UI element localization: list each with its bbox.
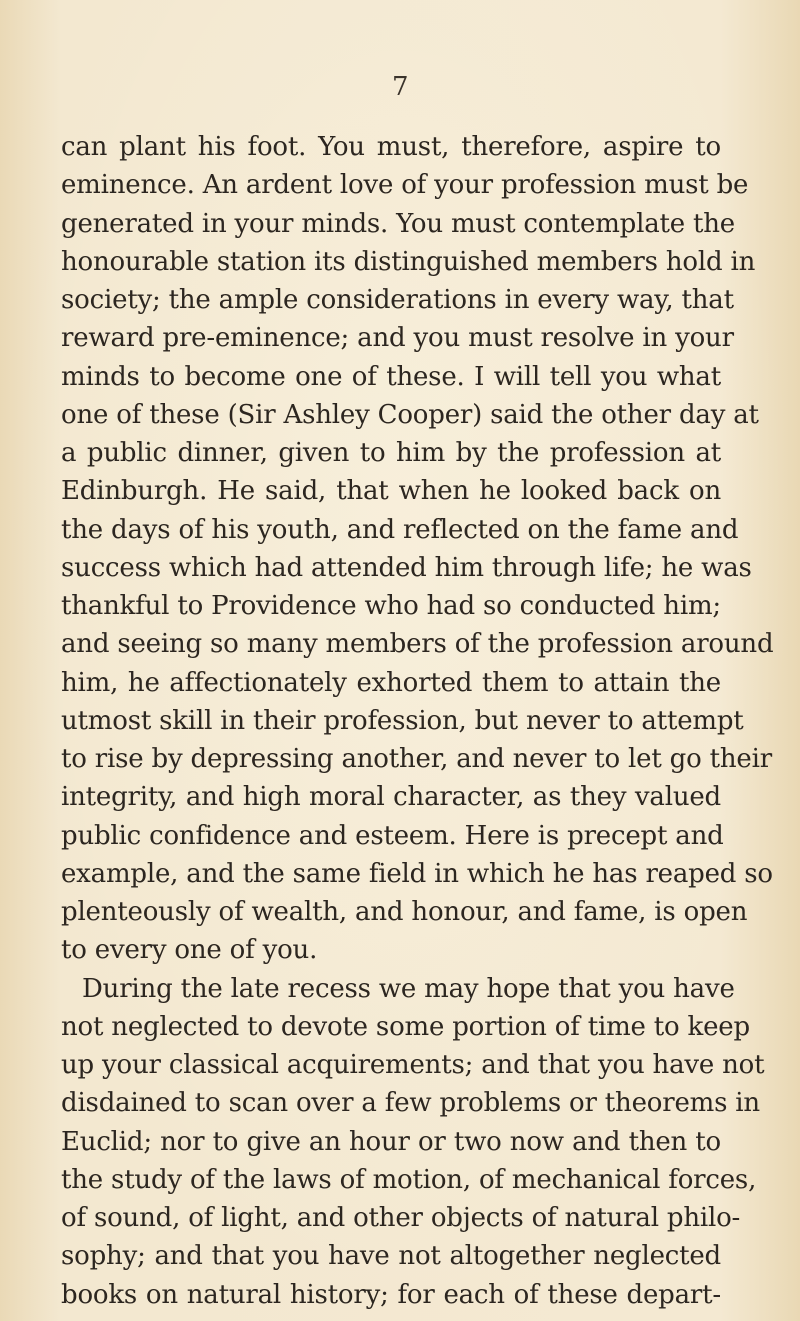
text-line: and seeing so many members of the profession around xyxy=(61,629,774,660)
text-line: the days of his youth, and reflected on the fame and xyxy=(61,514,739,545)
text-line: a public dinner, given to him by the profession at xyxy=(61,438,721,468)
body-text xyxy=(61,128,774,1314)
text-line: of sound, of light, and other objects of natural philo- xyxy=(61,1203,741,1233)
text-line: public confidence and esteem. Here is precept and xyxy=(61,820,724,851)
text-line: example, and the same field in which he has reaped so xyxy=(61,858,773,889)
text-line: minds to become one of these. I will tell you what xyxy=(61,361,721,392)
text-line: to every one of you. xyxy=(61,935,318,966)
text-line: society; the ample considerations in every way, that xyxy=(61,285,734,315)
text-line: eminence. An ardent love of your profession must be xyxy=(61,170,749,201)
text-line: sophy; and that you have not altogether neglected xyxy=(61,1241,721,1272)
text-line: success which had attended him through life; he was xyxy=(61,552,752,583)
text-line: thankful to Providence who had so conducted him; xyxy=(61,591,721,621)
text-line: books on natural history; for each of these depart- xyxy=(61,1279,721,1310)
page-number: 7 xyxy=(392,72,409,102)
text-line: him, he affectionately exhorted them to attain the xyxy=(61,667,721,698)
text-line: the study of the laws of motion, of mechanical forces, xyxy=(61,1164,757,1195)
text-line: to rise by depressing another, and never to let go their xyxy=(61,744,772,774)
text-line: honourable station its distinguished members hold in xyxy=(61,246,756,277)
text-line: up your classical acquirements; and that you have not xyxy=(61,1050,765,1080)
text-line: generated in your minds. You must contemplate the xyxy=(61,208,735,239)
text-line: Euclid; nor to give an hour or two now and then to xyxy=(61,1126,721,1157)
text-line: integrity, and high moral character, as they valued xyxy=(61,782,721,813)
text-line: can plant his foot. You must, therefore, aspire to xyxy=(61,132,721,162)
text-line: not neglected to devote some portion of time to keep xyxy=(61,1011,750,1042)
text-line: Edinburgh. He said, that when he looked back on xyxy=(61,476,721,507)
text-line: plenteously of wealth, and honour, and fame, is open xyxy=(61,897,748,927)
text-line: utmost skill in their profession, but never to attempt xyxy=(61,705,744,736)
paragraph-start-line: During the late recess we may hope that you have xyxy=(82,973,735,1004)
text-line: one of these (Sir Ashley Cooper) said the other day at xyxy=(61,399,759,430)
text-line: reward pre-eminence; and you must resolve in your xyxy=(61,323,734,354)
text-line: disdained to scan over a few problems or theorems in xyxy=(61,1088,760,1119)
